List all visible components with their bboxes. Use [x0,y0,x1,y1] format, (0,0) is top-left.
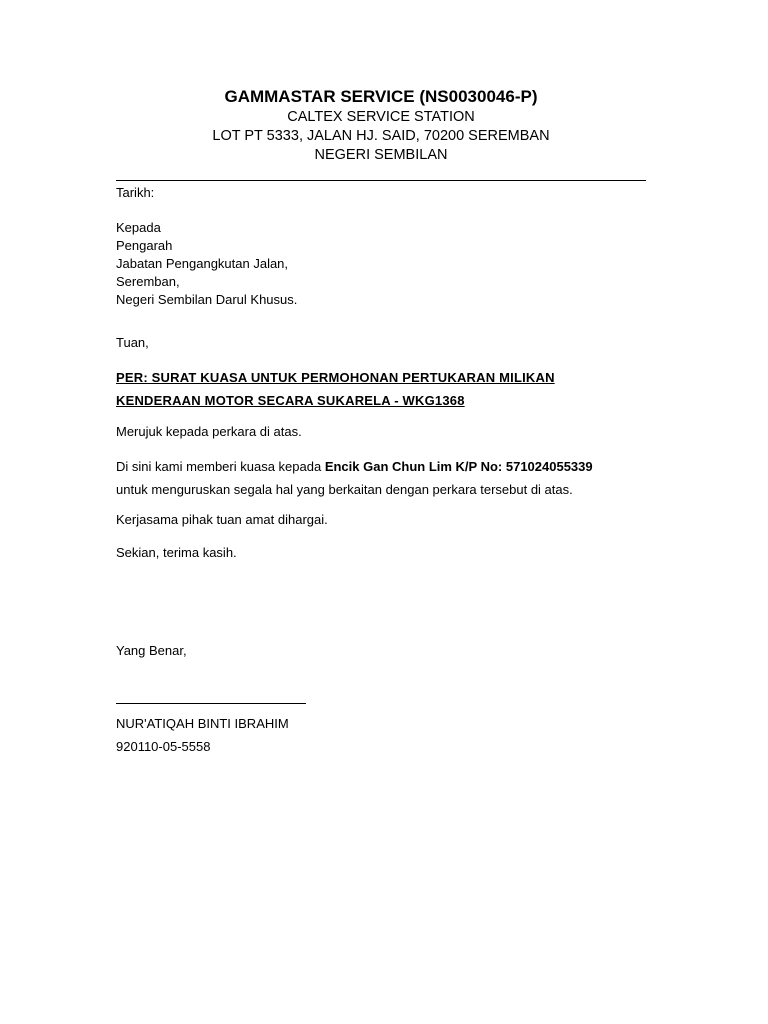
company-state: NEGERI SEMBILAN [314,147,448,163]
closing [116,642,676,660]
recipient-state: Negeri Sembilan Darul Khusus. [116,292,298,307]
greeting [116,334,676,352]
header-divider [116,180,646,181]
cooperation-text: Kerjasama pihak tuan amat dihargai. [116,512,328,527]
authorization-paragraph [116,455,676,501]
letterhead [116,86,646,165]
company-address: LOT PT 5333, JALAN HJ. SAID, 70200 SEREMBAN [212,128,550,144]
authorization-prefix: Di sini kami memberi kuasa kepada [116,459,325,474]
authorization-line-1 [116,455,676,478]
thanks-paragraph [116,544,676,562]
reference-paragraph [116,423,676,441]
recipient-department: Jabatan Pengangkutan Jalan, [116,256,289,271]
signatory-id: 920110-05-5558 [116,739,211,754]
recipient-city: Seremban, [116,274,180,289]
recipient-block [116,219,676,309]
signatory-block [116,712,676,758]
reference-text: Merujuk kepada perkara di atas. [116,424,302,439]
greeting-text: Tuan, [116,335,149,350]
subject-line-2: KENDERAAN MOTOR SECARA SUKARELA - WKG1368 [116,393,465,408]
authorization-suffix: untuk menguruskan segala hal yang berkaitan dengan perkara tersebut di atas. [116,482,573,497]
date-label: Tarikh: [116,185,155,200]
signatory-name: NUR'ATIQAH BINTI IBRAHIM [116,716,289,731]
thanks-text: Sekian, terima kasih. [116,545,237,560]
recipient-to: Kepada [116,220,161,235]
authorized-person: Encik Gan Chun Lim K/P No: 571024055339 [324,459,593,474]
station-name: CALTEX SERVICE STATION [287,109,475,125]
cooperation-paragraph [116,511,676,529]
signature-line [116,703,306,704]
closing-text: Yang Benar, [116,643,187,658]
company-name: GAMMASTAR SERVICE (NS0030046-P) [224,87,538,106]
subject-line-1: PER: SURAT KUASA UNTUK PERMOHONAN PERTUKARAN MILIKAN [116,370,555,385]
recipient-title: Pengarah [116,238,173,253]
date-line [116,184,676,202]
subject-block [116,366,676,412]
